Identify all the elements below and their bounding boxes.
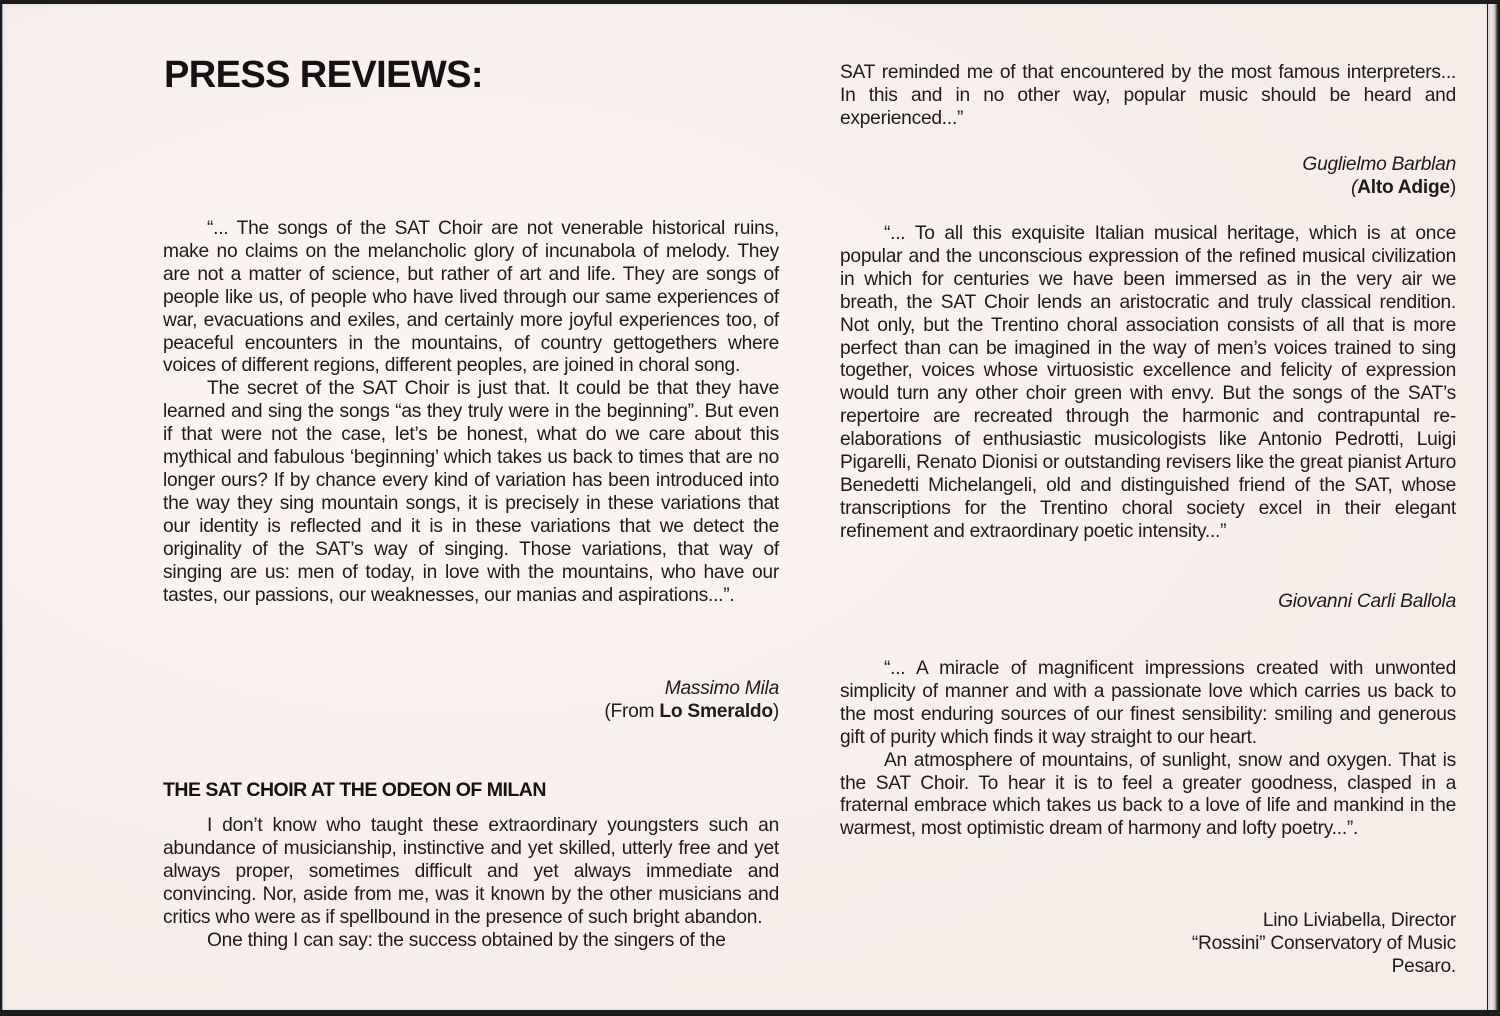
review-paragraph: “... The songs of the SAT Choir are not venerable historical ruins, make no claims on the melancholic glory of incunabola of melody. They are not a matter of science, but rather of art and life. They are songs of people like us, of people who have lived through our same experiences of war, evacuations and exiles, and certainly more joyful experiences too, of peaceful encounters in the mountains, of country gettogethers where voices of different regions, different peoples, are joined in choral song. bbox=[163, 218, 779, 377]
source-line bbox=[163, 701, 779, 724]
review-liviabella bbox=[840, 658, 1456, 841]
source-publication: Alto Adige bbox=[1357, 176, 1450, 198]
source-publication: Lo Smeraldo bbox=[659, 700, 773, 722]
review-attribution-ballola bbox=[840, 591, 1456, 614]
booklet-page bbox=[2, 4, 1487, 1010]
section-heading: THE SAT CHOIR AT THE ODEON OF MILAN bbox=[163, 779, 546, 801]
review-paragraph: One thing I can say: the success obtained by the singers of the bbox=[207, 929, 726, 951]
source-suffix: ) bbox=[772, 700, 779, 722]
source-line bbox=[840, 177, 1456, 200]
review-ballola bbox=[840, 223, 1456, 544]
review-attribution-mila bbox=[163, 678, 779, 724]
review-odeon bbox=[163, 815, 779, 952]
author-name: Massimo Mila bbox=[664, 678, 779, 699]
review-paragraph: I don’t know who taught these extraordinary youngsters such an abundance of musicianship, instinctive and yet skilled, utterly free and yet always proper, sometimes difficult and yet always immediate and convincing. Nor, aside from me, was it known by the other musicians and critics who were as if spellbound in the presence of such bright abandon. bbox=[163, 815, 779, 928]
review-odeon-continued bbox=[840, 62, 1456, 131]
review-paragraph: “... A miracle of magnificent impressions created with unwonted simplicity of manner and with a passionate love which carries us back to the most enduring sources of our finest sensibility: smiling and generous gift of purity which finds it way straight to our heart. bbox=[840, 658, 1456, 748]
author-location: Pesaro. bbox=[1391, 955, 1456, 977]
author-name: Lino Liviabella, Director bbox=[1262, 910, 1456, 931]
review-paragraph: “... To all this exquisite Italian musical heritage, which is at once popular and the unconscious expression of the refined musical civilization in which for centuries we have been immersed as in the very air we breath, the SAT Choir lends an aristocratic and truly classical rendition. Not only, but the Trentino choral association consists of all that is more perfect than can be imagined in the way of men’s voices trained to sing together, voices whose virtuosistic excellence and felicity of expression would turn any other choir green with envy. But the songs of the SAT’s repertoire are recreated through the harmonic and contrapuntal re-elaborations of enthusiastic musicologists like Antonio Pedrotti, Luigi Pigarelli, Renato Dionisi or outstanding revisers like the great pianist Arturo Benedetti Michelangeli, old and distinguished friend of the SAT, whose transcriptions for the Trentino choral society excel in their elegant refinement and extraordinary poetic intensity...” bbox=[840, 223, 1456, 542]
page-title: PRESS REVIEWS: bbox=[164, 54, 483, 96]
source-suffix: ) bbox=[1449, 176, 1456, 198]
review-attribution-barblan bbox=[840, 154, 1456, 200]
author-name: Giovanni Carli Ballola bbox=[1278, 591, 1456, 612]
review-paragraph: An atmosphere of mountains, of sunlight, snow and oxygen. That is the SAT Choir. To hear it is to feel a greater goodness, clasped in a fraternal embrace which takes us back to a love of life and mankind in the warmest, most optimistic dream of harmony and lofty poetry...”. bbox=[840, 749, 1456, 840]
review-paragraph: The secret of the SAT Choir is just that. It could be that they have learned and sing the songs “as they truly were in the beginning”. But even if that were not the case, let’s be honest, what do we care about this mythical and fabulous ‘beginning’ which takes us back to times that are no longer ours? If by chance every kind of variation has been introduced into the way they sing mountain songs, it is precisely in these variations that our identity is reflected and it is in these variations that we detect the originality of the SAT’s way of singing. Those variations, that way of singing are us: men of today, in love with the mountains, who have our tastes, our passions, our weaknesses, our manias and aspirations...”. bbox=[163, 378, 779, 606]
page-binding-edge bbox=[1488, 4, 1500, 1010]
source-prefix: ( bbox=[1351, 176, 1358, 198]
review-mila bbox=[163, 218, 779, 607]
author-name: Guglielmo Barblan bbox=[1302, 154, 1456, 175]
author-affiliation: “Rossini” Conservatory of Music bbox=[1191, 932, 1456, 954]
review-paragraph: SAT reminded me of that encountered by the most famous interpreters... In this and in no other way, popular music should be heard and experienced...” bbox=[840, 62, 1456, 129]
review-attribution-liviabella bbox=[840, 910, 1456, 979]
source-prefix: (From bbox=[604, 700, 660, 722]
